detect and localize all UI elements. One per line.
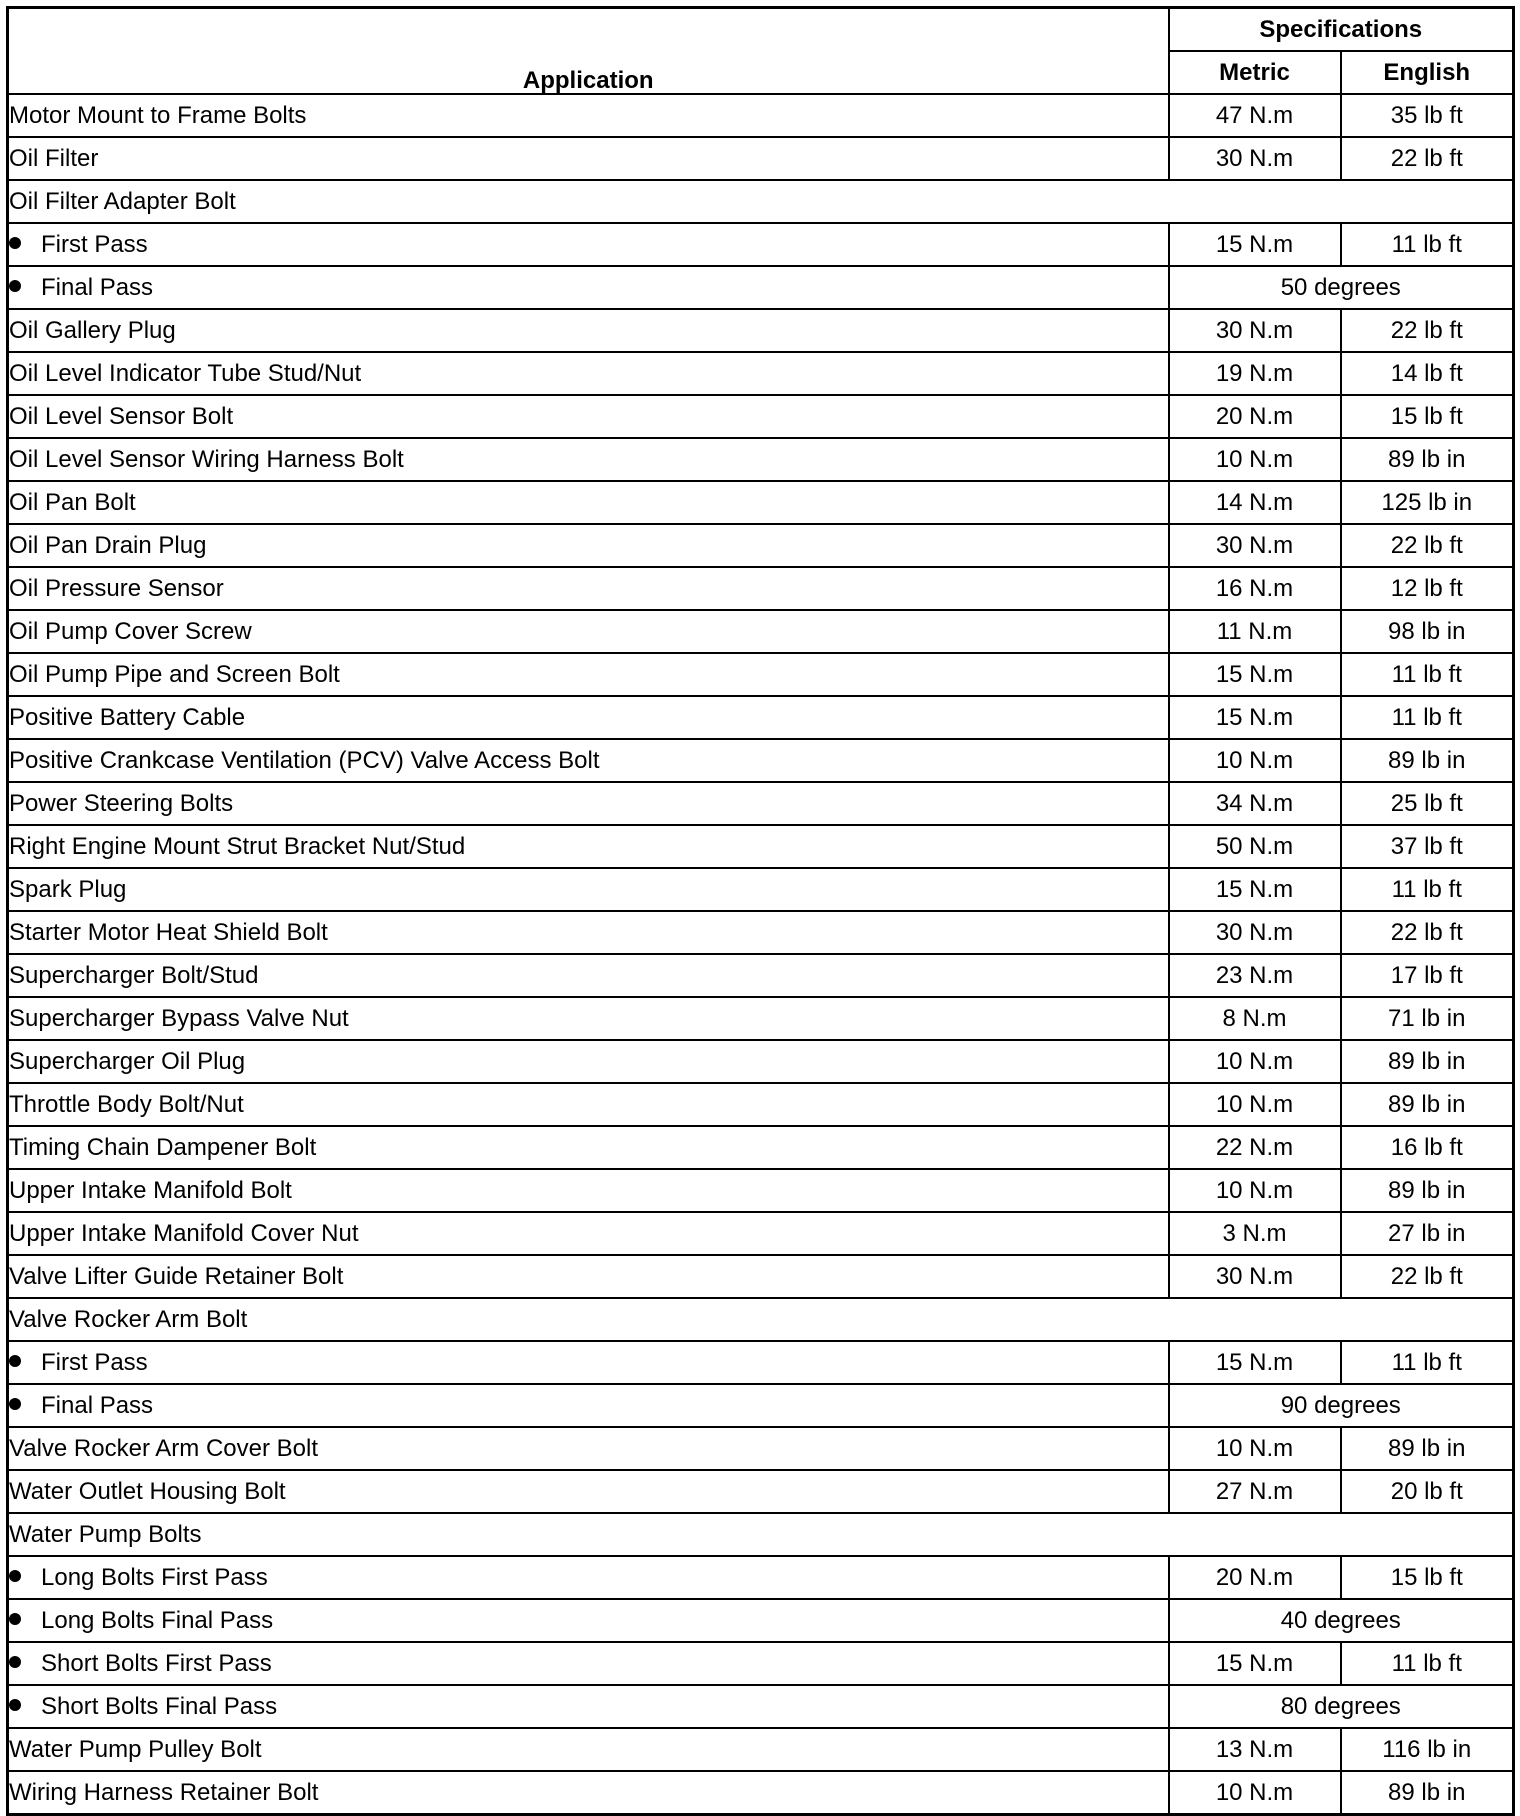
application-cell — [8, 1298, 1514, 1341]
application-cell — [8, 481, 1169, 524]
metric-cell: 10 N.m — [1169, 1040, 1341, 1083]
metric-cell: 15 N.m — [1169, 653, 1341, 696]
application-label: Oil Pan Drain Plug — [9, 531, 207, 559]
table-row — [8, 137, 1514, 180]
application-label: Timing Chain Dampener Bolt — [9, 1133, 317, 1161]
spec-span-cell: 80 degrees — [1169, 1685, 1514, 1728]
table-row — [8, 739, 1514, 782]
spec-span-cell: 50 degrees — [1169, 266, 1514, 309]
application-label: Starter Motor Heat Shield Bolt — [9, 918, 328, 946]
application-cell — [8, 567, 1169, 610]
application-cell — [8, 1341, 1169, 1384]
english-cell: 116 lb in — [1341, 1728, 1514, 1771]
application-label: Oil Level Sensor Bolt — [9, 402, 234, 430]
metric-cell: 30 N.m — [1169, 911, 1341, 954]
application-label: Supercharger Bypass Valve Nut — [9, 1004, 349, 1032]
table-row — [8, 1083, 1514, 1126]
application-cell — [8, 1427, 1169, 1470]
table-row — [8, 1599, 1514, 1642]
table-row — [8, 1470, 1514, 1513]
metric-cell: 10 N.m — [1169, 438, 1341, 481]
application-label: Long Bolts Final Pass — [41, 1606, 274, 1634]
application-cell — [8, 1169, 1169, 1212]
application-label: Spark Plug — [9, 875, 127, 903]
table-row — [8, 438, 1514, 481]
table-row — [8, 524, 1514, 567]
table-row — [8, 1556, 1514, 1599]
application-cell — [8, 1513, 1514, 1556]
application-cell — [8, 180, 1514, 223]
english-cell: 16 lb ft — [1341, 1126, 1514, 1169]
metric-column-header: Metric — [1169, 51, 1341, 94]
table-row — [8, 1642, 1514, 1685]
table-row — [8, 610, 1514, 653]
application-label: Long Bolts First Pass — [41, 1563, 268, 1591]
table-row — [8, 1513, 1514, 1556]
application-cell — [8, 223, 1169, 266]
specifications-column-header: Specifications — [1169, 8, 1514, 52]
english-cell: 11 lb ft — [1341, 223, 1514, 266]
application-label: Power Steering Bolts — [9, 789, 234, 817]
application-cell — [8, 1599, 1169, 1642]
table-row — [8, 1298, 1514, 1341]
table-body — [8, 94, 1514, 1815]
application-cell — [8, 868, 1169, 911]
english-cell: 11 lb ft — [1341, 1642, 1514, 1685]
application-cell — [8, 438, 1169, 481]
application-cell — [8, 825, 1169, 868]
metric-cell: 30 N.m — [1169, 309, 1341, 352]
table-row — [8, 352, 1514, 395]
english-cell: 25 lb ft — [1341, 782, 1514, 825]
table-row — [8, 825, 1514, 868]
application-cell — [8, 1126, 1169, 1169]
english-cell: 89 lb in — [1341, 739, 1514, 782]
application-label: Water Pump Bolts — [9, 1520, 202, 1548]
application-label: Final Pass — [41, 1391, 154, 1419]
table-row — [8, 911, 1514, 954]
application-cell — [8, 1556, 1169, 1599]
english-cell: 20 lb ft — [1341, 1470, 1514, 1513]
metric-cell: 50 N.m — [1169, 825, 1341, 868]
metric-cell: 15 N.m — [1169, 223, 1341, 266]
english-cell: 22 lb ft — [1341, 524, 1514, 567]
bullet-icon — [9, 237, 21, 249]
application-label: Oil Pump Cover Screw — [9, 617, 252, 645]
application-label: Final Pass — [41, 273, 154, 301]
metric-cell: 20 N.m — [1169, 395, 1341, 438]
bullet-icon — [9, 1570, 21, 1582]
application-label: Oil Pump Pipe and Screen Bolt — [9, 660, 340, 688]
english-cell: 11 lb ft — [1341, 868, 1514, 911]
metric-cell: 34 N.m — [1169, 782, 1341, 825]
table-row — [8, 782, 1514, 825]
metric-cell: 11 N.m — [1169, 610, 1341, 653]
english-cell: 11 lb ft — [1341, 1341, 1514, 1384]
bullet-icon — [9, 1656, 21, 1668]
application-cell — [8, 1771, 1169, 1815]
english-cell: 98 lb in — [1341, 610, 1514, 653]
table-row — [8, 1341, 1514, 1384]
table-row — [8, 1384, 1514, 1427]
english-cell: 11 lb ft — [1341, 696, 1514, 739]
table-row — [8, 180, 1514, 223]
english-cell: 125 lb in — [1341, 481, 1514, 524]
english-cell: 22 lb ft — [1341, 137, 1514, 180]
application-cell — [8, 1212, 1169, 1255]
application-label: Supercharger Oil Plug — [9, 1047, 246, 1075]
metric-cell: 15 N.m — [1169, 868, 1341, 911]
application-label: Throttle Body Bolt/Nut — [9, 1090, 244, 1118]
application-label: Oil Level Indicator Tube Stud/Nut — [9, 359, 362, 387]
table-row — [8, 997, 1514, 1040]
application-label: Oil Filter — [9, 144, 99, 172]
english-cell: 17 lb ft — [1341, 954, 1514, 997]
english-cell: 89 lb in — [1341, 1169, 1514, 1212]
english-cell: 22 lb ft — [1341, 1255, 1514, 1298]
metric-cell: 10 N.m — [1169, 1083, 1341, 1126]
application-cell — [8, 352, 1169, 395]
application-label: Oil Pan Bolt — [9, 488, 136, 516]
metric-cell: 27 N.m — [1169, 1470, 1341, 1513]
metric-cell: 13 N.m — [1169, 1728, 1341, 1771]
application-cell — [8, 1685, 1169, 1728]
application-label: Oil Pressure Sensor — [9, 574, 224, 602]
english-cell: 14 lb ft — [1341, 352, 1514, 395]
english-cell: 22 lb ft — [1341, 911, 1514, 954]
english-cell: 15 lb ft — [1341, 1556, 1514, 1599]
table-row — [8, 309, 1514, 352]
table-row — [8, 954, 1514, 997]
table-row — [8, 1169, 1514, 1212]
application-label: Positive Battery Cable — [9, 703, 246, 731]
application-label: Upper Intake Manifold Bolt — [9, 1176, 292, 1204]
application-label: Supercharger Bolt/Stud — [9, 961, 259, 989]
english-cell: 11 lb ft — [1341, 653, 1514, 696]
torque-spec-table — [6, 6, 1515, 1816]
table-row — [8, 481, 1514, 524]
application-label: Valve Rocker Arm Cover Bolt — [9, 1434, 318, 1462]
metric-cell: 19 N.m — [1169, 352, 1341, 395]
application-label: Valve Rocker Arm Bolt — [9, 1305, 248, 1333]
metric-cell: 8 N.m — [1169, 997, 1341, 1040]
table-row — [8, 94, 1514, 137]
application-label: Oil Filter Adapter Bolt — [9, 187, 236, 215]
table-row — [8, 1427, 1514, 1470]
application-label: Upper Intake Manifold Cover Nut — [9, 1219, 359, 1247]
english-cell: 89 lb in — [1341, 1040, 1514, 1083]
application-label: Valve Lifter Guide Retainer Bolt — [9, 1262, 344, 1290]
application-cell — [8, 1384, 1169, 1427]
application-cell — [8, 309, 1169, 352]
metric-cell: 15 N.m — [1169, 1341, 1341, 1384]
application-label: First Pass — [41, 1348, 148, 1376]
table-row — [8, 1212, 1514, 1255]
application-cell — [8, 653, 1169, 696]
application-cell — [8, 782, 1169, 825]
application-label: Water Pump Pulley Bolt — [9, 1735, 262, 1763]
bullet-icon — [9, 1398, 21, 1410]
table-row — [8, 653, 1514, 696]
english-cell: 89 lb in — [1341, 438, 1514, 481]
application-cell — [8, 997, 1169, 1040]
english-column-header: English — [1341, 51, 1514, 94]
english-cell: 37 lb ft — [1341, 825, 1514, 868]
metric-cell: 10 N.m — [1169, 739, 1341, 782]
metric-cell: 30 N.m — [1169, 1255, 1341, 1298]
metric-cell: 30 N.m — [1169, 524, 1341, 567]
table-row — [8, 1771, 1514, 1815]
bullet-icon — [9, 1613, 21, 1625]
table-row — [8, 223, 1514, 266]
metric-cell: 16 N.m — [1169, 567, 1341, 610]
spec-span-cell: 40 degrees — [1169, 1599, 1514, 1642]
english-cell: 89 lb in — [1341, 1083, 1514, 1126]
application-cell — [8, 94, 1169, 137]
table-row — [8, 1728, 1514, 1771]
application-column-header: Application — [8, 8, 1169, 95]
application-label: Oil Level Sensor Wiring Harness Bolt — [9, 445, 404, 473]
bullet-icon — [9, 1699, 21, 1711]
application-cell — [8, 137, 1169, 180]
application-cell — [8, 954, 1169, 997]
english-cell: 35 lb ft — [1341, 94, 1514, 137]
application-cell — [8, 395, 1169, 438]
english-cell: 89 lb in — [1341, 1427, 1514, 1470]
metric-cell: 22 N.m — [1169, 1126, 1341, 1169]
application-label: Water Outlet Housing Bolt — [9, 1477, 286, 1505]
table-row — [8, 1685, 1514, 1728]
application-cell — [8, 1255, 1169, 1298]
table-header — [8, 8, 1514, 95]
application-cell — [8, 739, 1169, 782]
metric-cell: 3 N.m — [1169, 1212, 1341, 1255]
english-cell: 22 lb ft — [1341, 309, 1514, 352]
bullet-icon — [9, 1355, 21, 1367]
application-cell — [8, 524, 1169, 567]
application-cell — [8, 266, 1169, 309]
application-label: Positive Crankcase Ventilation (PCV) Valve Access Bolt — [9, 746, 600, 774]
english-cell: 12 lb ft — [1341, 567, 1514, 610]
table-row — [8, 1126, 1514, 1169]
metric-cell: 15 N.m — [1169, 1642, 1341, 1685]
application-label: First Pass — [41, 230, 148, 258]
metric-cell: 10 N.m — [1169, 1427, 1341, 1470]
metric-cell: 47 N.m — [1169, 94, 1341, 137]
english-cell: 89 lb in — [1341, 1771, 1514, 1815]
table-row — [8, 868, 1514, 911]
bullet-icon — [9, 280, 21, 292]
spec-span-cell: 90 degrees — [1169, 1384, 1514, 1427]
application-label: Right Engine Mount Strut Bracket Nut/Stud — [9, 832, 466, 860]
application-cell — [8, 1728, 1169, 1771]
metric-cell: 15 N.m — [1169, 696, 1341, 739]
english-cell: 15 lb ft — [1341, 395, 1514, 438]
table-row — [8, 567, 1514, 610]
application-label: Short Bolts First Pass — [41, 1649, 272, 1677]
metric-cell: 14 N.m — [1169, 481, 1341, 524]
metric-cell: 10 N.m — [1169, 1169, 1341, 1212]
application-cell — [8, 911, 1169, 954]
english-cell: 71 lb in — [1341, 997, 1514, 1040]
application-cell — [8, 1083, 1169, 1126]
application-cell — [8, 1040, 1169, 1083]
application-label: Oil Gallery Plug — [9, 316, 176, 344]
application-label: Wiring Harness Retainer Bolt — [9, 1778, 319, 1806]
english-cell: 27 lb in — [1341, 1212, 1514, 1255]
metric-cell: 30 N.m — [1169, 137, 1341, 180]
table-row — [8, 266, 1514, 309]
table-row — [8, 1040, 1514, 1083]
application-cell — [8, 1642, 1169, 1685]
table-row — [8, 1255, 1514, 1298]
table-row — [8, 395, 1514, 438]
metric-cell: 23 N.m — [1169, 954, 1341, 997]
application-cell — [8, 696, 1169, 739]
application-label: Motor Mount to Frame Bolts — [9, 101, 307, 129]
metric-cell: 20 N.m — [1169, 1556, 1341, 1599]
application-label: Short Bolts Final Pass — [41, 1692, 278, 1720]
application-cell — [8, 1470, 1169, 1513]
application-cell — [8, 610, 1169, 653]
table-row — [8, 696, 1514, 739]
metric-cell: 10 N.m — [1169, 1771, 1341, 1815]
